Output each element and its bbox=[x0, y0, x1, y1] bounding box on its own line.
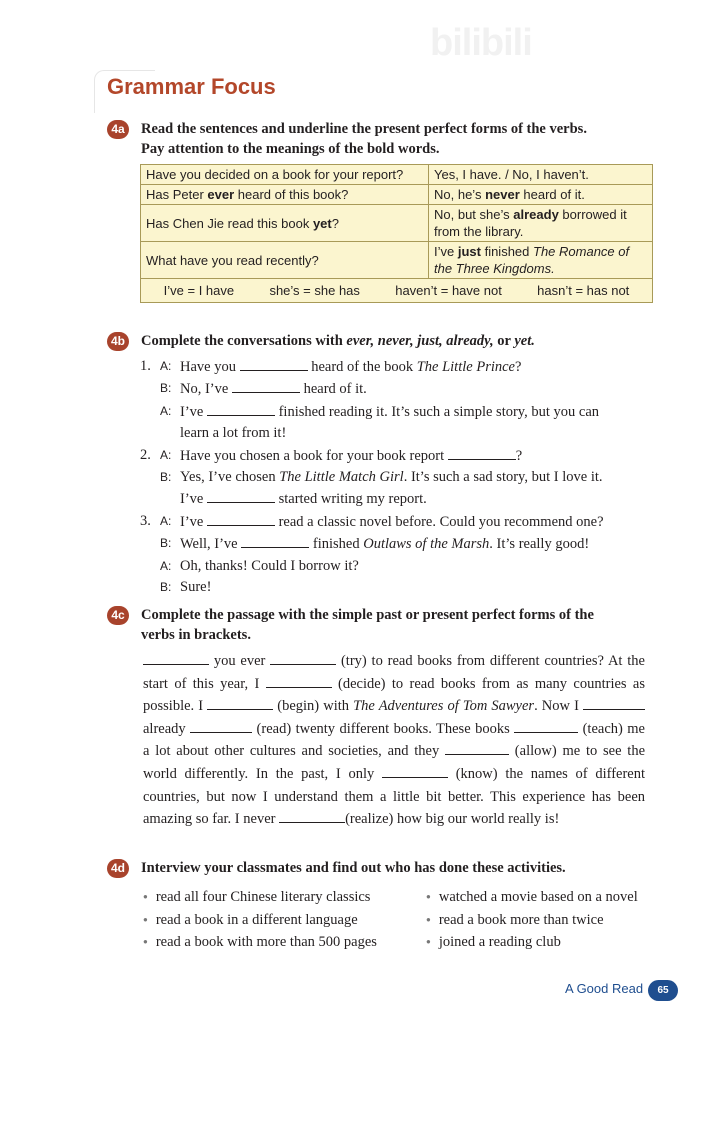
conversation-line: 1. A: Have you heard of the book The Little Prince? bbox=[140, 358, 522, 375]
table-row bbox=[141, 242, 653, 279]
instruction-4b: Complete the conversations with ever, never, just, already, or yet. bbox=[141, 333, 535, 349]
table-row bbox=[141, 185, 653, 205]
footer-unit-title: A Good Read bbox=[565, 981, 644, 996]
answer-blank[interactable] bbox=[143, 650, 209, 665]
table-row bbox=[141, 205, 653, 242]
answer-cell: Yes, I have. / No, I haven’t. bbox=[429, 165, 653, 185]
contraction: hasn’t = has not bbox=[537, 283, 630, 298]
answer-blank[interactable] bbox=[448, 445, 516, 460]
answer-blank[interactable] bbox=[514, 718, 578, 733]
answer-cell: No, but she’s already borrowed it from the library. bbox=[429, 205, 653, 242]
contraction: she’s = she has bbox=[269, 283, 360, 298]
instruction-4a bbox=[141, 119, 587, 159]
answer-cell: No, he’s never heard of it. bbox=[429, 185, 653, 205]
instruction-4a-line1: Read the sentences and underline the present perfect forms of the verbs. bbox=[141, 121, 587, 137]
answer-cell: I’ve just finished The Romance of the Three Kingdoms. bbox=[429, 242, 653, 279]
question-cell: Have you decided on a book for your report? bbox=[141, 165, 429, 185]
instruction-4c-line1: Complete the passage with the simple past or present perfect forms of the bbox=[141, 607, 594, 623]
instruction-4d: Interview your classmates and find out who has done these activities. bbox=[141, 860, 566, 876]
list-item: ● read a book more than twice bbox=[426, 909, 666, 932]
grammar-table bbox=[140, 164, 653, 303]
conversation-line: B: Sure! bbox=[160, 579, 212, 596]
conversations bbox=[140, 356, 660, 598]
list-item: ● watched a movie based on a novel bbox=[426, 886, 666, 909]
question-cell: Has Chen Jie read this book yet? bbox=[141, 205, 429, 242]
conversation-line: A: Oh, thanks! Could I borrow it? bbox=[160, 557, 359, 574]
answer-blank[interactable] bbox=[270, 650, 336, 665]
answer-blank[interactable] bbox=[583, 695, 645, 710]
instruction-4c-line2: verbs in brackets. bbox=[141, 627, 251, 643]
answer-blank[interactable] bbox=[241, 533, 309, 548]
passage: you ever (try) to read books from different countries? At the start of this year, I (decide) to read books from as many countries as possible. I (begin) with The Adventures of Tom Sawyer. Now I already (read) twenty different books. These books (teach) me a lot about other cultures and societies, and they (allow) me to see the world differently. In the past, I only (know) the names of different countries, but now I understand them a little bit better. This experience has been amazing so far. I never (realize) how big our world really is! bbox=[143, 650, 645, 831]
conversation-line: 3. A: I’ve read a classic novel before. Could you recommend one? bbox=[140, 512, 604, 530]
conversation-line: B: Yes, I’ve chosen The Little Match Girl. It’s such a sad story, but I love it. bbox=[160, 469, 603, 486]
answer-blank[interactable] bbox=[190, 718, 252, 733]
exercise-badge-4b: 4b bbox=[107, 332, 129, 351]
conversation-line: I’ve started writing my report. bbox=[140, 488, 660, 510]
answer-blank[interactable] bbox=[240, 356, 308, 371]
section-title: Grammar Focus bbox=[107, 74, 276, 99]
activity-list bbox=[143, 886, 673, 954]
list-item: ● read a book with more than 500 pages bbox=[143, 931, 426, 954]
conversation-line: A: I’ve finished reading it. It’s such a simple story, but you can bbox=[140, 401, 660, 423]
conversation-line: learn a lot from it! bbox=[180, 425, 287, 442]
conversation-line: B: No, I’ve heard of it. bbox=[140, 378, 660, 400]
answer-blank[interactable] bbox=[445, 740, 509, 755]
contraction: I’ve = I have bbox=[163, 283, 235, 298]
table-row bbox=[141, 165, 653, 185]
exercise-badge-4d: 4d bbox=[107, 859, 129, 878]
list-item: ● read a book in a different language bbox=[143, 909, 426, 932]
answer-blank[interactable] bbox=[207, 511, 275, 526]
contractions-row bbox=[141, 279, 653, 303]
answer-blank[interactable] bbox=[207, 695, 273, 710]
answer-blank[interactable] bbox=[232, 378, 300, 393]
instruction-4c bbox=[141, 605, 594, 645]
conversation-line: B: Well, I’ve finished Outlaws of the Marsh. It’s really good! bbox=[140, 533, 660, 555]
answer-blank[interactable] bbox=[266, 673, 332, 688]
instruction-4a-line2: Pay attention to the meanings of the bold words. bbox=[141, 141, 440, 157]
list-item: ● read all four Chinese literary classics bbox=[143, 886, 426, 909]
contractions-cell bbox=[141, 279, 653, 303]
answer-blank[interactable] bbox=[207, 401, 275, 416]
question-cell: What have you read recently? bbox=[141, 242, 429, 279]
exercise-badge-4c: 4c bbox=[107, 606, 129, 625]
list-item: ● joined a reading club bbox=[426, 931, 666, 954]
page-number: 65 bbox=[648, 980, 678, 1001]
answer-blank[interactable] bbox=[279, 808, 345, 823]
answer-blank[interactable] bbox=[382, 763, 448, 778]
answer-blank[interactable] bbox=[207, 488, 275, 503]
question-cell: Has Peter ever heard of this book? bbox=[141, 185, 429, 205]
watermark-logo: bilibili bbox=[430, 22, 532, 64]
contraction: haven’t = have not bbox=[395, 283, 502, 298]
exercise-badge-4a: 4a bbox=[107, 120, 129, 139]
conversation-line: 2. A: Have you chosen a book for your book report ? bbox=[140, 446, 523, 464]
